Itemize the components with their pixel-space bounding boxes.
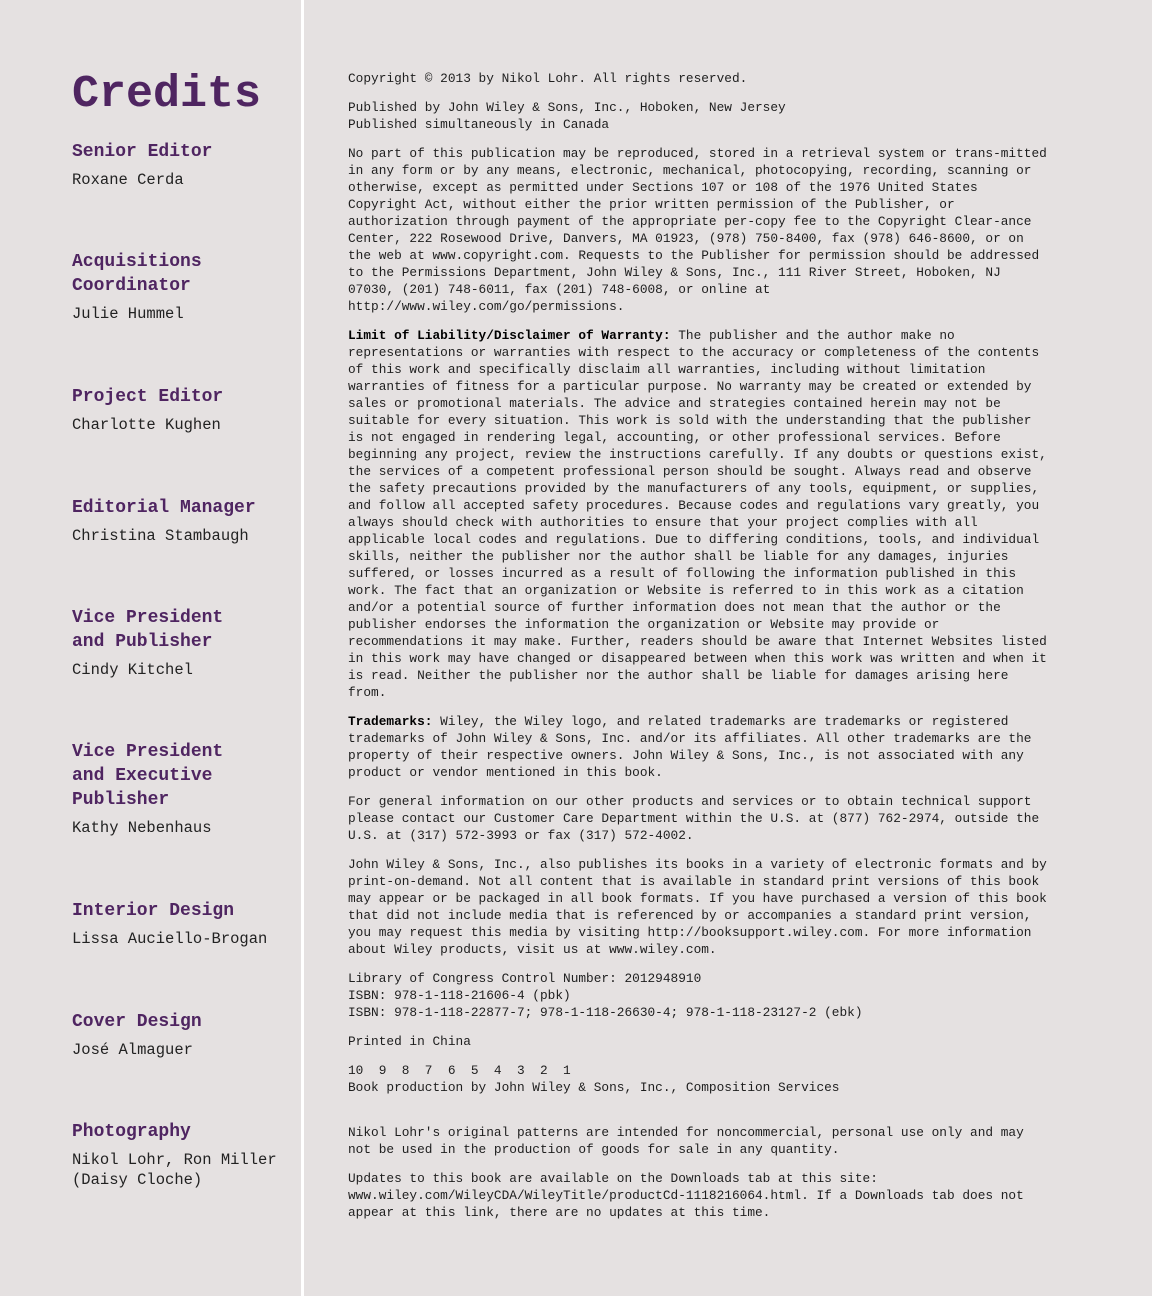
trademarks-text: Wiley, the Wiley logo, and related trademarks are trademarks or registered trademarks of John Wiley & Sons, Inc. and/or its affiliates. All other trademarks are the property of their respective owners. John Wiley & Sons, Inc., is not associated with any product or vendor mentioned in this book. xyxy=(348,714,1032,780)
copyright-page xyxy=(348,70,1048,1233)
general-info: For general information on our other products and services or to obtain technical support please contact our Customer Care Department within the U.S. at (877) 762-2974, outside the U.S. at (317) 572-3993 or fax (317) 572-4002. xyxy=(348,794,1040,843)
trademarks-heading: Trademarks: xyxy=(348,714,433,729)
credit-name: Cindy Kitchel xyxy=(72,661,193,679)
trademarks-notice xyxy=(348,713,1048,781)
credit-name: Lissa Auciello-Brogan xyxy=(72,930,268,948)
loc-number: Library of Congress Control Number: 2012948910 xyxy=(348,971,702,986)
published-canada-line: Published simultaneously in Canada xyxy=(348,117,610,132)
credit-name: Charlotte Kughen xyxy=(72,416,221,434)
credit-role: Interior Design xyxy=(72,901,235,921)
credit-name: Christina Stambaugh xyxy=(72,527,249,545)
isbn-ebook: ISBN: 978-1-118-22877-7; 978-1-118-26630-4; 978-1-118-23127-2 (ebk) xyxy=(348,1005,863,1020)
electronic-formats: John Wiley & Sons, Inc., also publishes its books in a variety of electronic formats and by print-on-demand. Not all content that is available in standard print versions of this book may appear or be packaged in all book formats. If you have purchased a version of this book that did not include media that is referenced by or accompanies a standard print version, you may request this media by visiting http://booksupport.wiley.com. For more information about Wiley products, visit us at www.wiley.com. xyxy=(348,857,1047,957)
credit-cover-design xyxy=(72,1010,297,1060)
isbn-print: ISBN: 978-1-118-21606-4 (pbk) xyxy=(348,988,571,1003)
credit-name: José Almaguer xyxy=(72,1041,193,1059)
copyright-notice: Copyright © 2013 by Nikol Lohr. All rights reserved. xyxy=(348,71,748,86)
reproduction-notice: No part of this publication may be reproduced, stored in a retrieval system or trans-mitted in any form or by any means, electronic, mechanical, photocopying, recording, scanning or otherwise, except as permitted under Sections 107 or 108 of the 1976 United States Copyright Act, without either the prior written permission of the Publisher, or authorization through payment of the appropriate per-copy fee to the Copyright Clear-ance Center, 222 Rosewood Drive, Danvers, MA 01923, (978) 750-8400, fax (978) 646-8600, or on the web at www.copyright.com. Requests to the Publisher for permission should be addressed to the Permissions Department, John Wiley & Sons, Inc., 111 River Street, Hoboken, NJ 07030, (201) 748-6011, fax (201) 748-6008, or online at http://www.wiley.com/go/permissions. xyxy=(348,146,1047,314)
credit-role: Project Editor xyxy=(72,387,224,407)
updates-notice: Updates to this book are available on the Downloads tab at this site: www.wiley.com/WileyCDA/WileyTitle/productCd-1118216064.html. If a Downloads tab does not appear at this link, there are no updates at this time. xyxy=(348,1171,1024,1220)
credit-role: Vice President and Publisher xyxy=(72,608,224,652)
production-line: Book production by John Wiley & Sons, Inc., Composition Services xyxy=(348,1080,840,1095)
patterns-notice: Nikol Lohr's original patterns are intended for noncommercial, personal use only and may not be used in the production of goods for sale in any quantity. xyxy=(348,1125,1024,1157)
credit-name: Nikol Lohr, Ron Miller (Daisy Cloche) xyxy=(72,1151,277,1189)
credit-editorial-manager xyxy=(72,496,297,546)
credits-title: Credits xyxy=(72,69,262,120)
credit-role: Acquisitions Coordinator xyxy=(72,252,202,296)
credit-name: Kathy Nebenhaus xyxy=(72,819,212,837)
credit-acquisitions-coordinator xyxy=(72,250,297,324)
credit-project-editor xyxy=(72,385,297,435)
credit-vp-executive-publisher xyxy=(72,740,297,838)
published-line: Published by John Wiley & Sons, Inc., Hoboken, New Jersey xyxy=(348,100,786,115)
publisher-info xyxy=(348,99,1048,133)
credit-role: Senior Editor xyxy=(72,142,213,162)
credit-role: Cover Design xyxy=(72,1012,202,1032)
credit-name: Roxane Cerda xyxy=(72,171,184,189)
credit-name: Julie Hummel xyxy=(72,305,184,323)
credit-role: Photography xyxy=(72,1122,191,1142)
credit-interior-design xyxy=(72,899,297,949)
credit-vp-publisher xyxy=(72,606,297,680)
cataloging-info xyxy=(348,970,1048,1021)
column-divider xyxy=(301,0,304,1296)
credit-role: Editorial Manager xyxy=(72,498,256,518)
liability-heading: Limit of Liability/Disclaimer of Warranty: xyxy=(348,328,671,343)
production-info xyxy=(348,1062,1048,1096)
credit-photography xyxy=(72,1120,297,1190)
credit-senior-editor xyxy=(72,140,297,190)
credit-role: Vice President and Executive Publisher xyxy=(72,742,224,810)
liability-disclaimer xyxy=(348,327,1048,701)
liability-text: The publisher and the author make no representations or warranties with respect to the accuracy or completeness of the contents of this work and specifically disclaim all warranties, including without limitation warranties of fitness for a particular purpose. No warranty may be created or extended by sales or promotional materials. The advice and strategies contained herein may not be suitable for every situation. This work is sold with the understanding that the publisher is not engaged in rendering legal, accounting, or other professional services. Before beginning any project, review the instructions carefully. If any doubts or questions exist, the services of a competent professional person should be sought. Always read and observe the safety precautions provided by the manufacturers of any tools, equipment, or supplies, and follow all accepted safety procedures. Because codes and regulations vary greatly, you always should check with authorities to ensure that your project complies with all applicable local codes and regulations. Due to differing conditions, tools, and individual skills, neither the publisher nor the author shall be liable for any damages, injuries suffered, or losses incurred as a result of following the information published in this work. The fact that an organization or Website is referred to in this work as a citation and/or a potential source of further information does not mean that the author or the publisher endorses the information the organization or Website may provide or recommendations it may make. Further, readers should be aware that Internet Websites listed in this work may have changed or disappeared between when this work was written and when it is read. Neither the publisher nor the author shall be liable for damages arising here from. xyxy=(348,328,1047,700)
print-line: 10 9 8 7 6 5 4 3 2 1 xyxy=(348,1063,571,1078)
printed-in: Printed in China xyxy=(348,1034,471,1049)
